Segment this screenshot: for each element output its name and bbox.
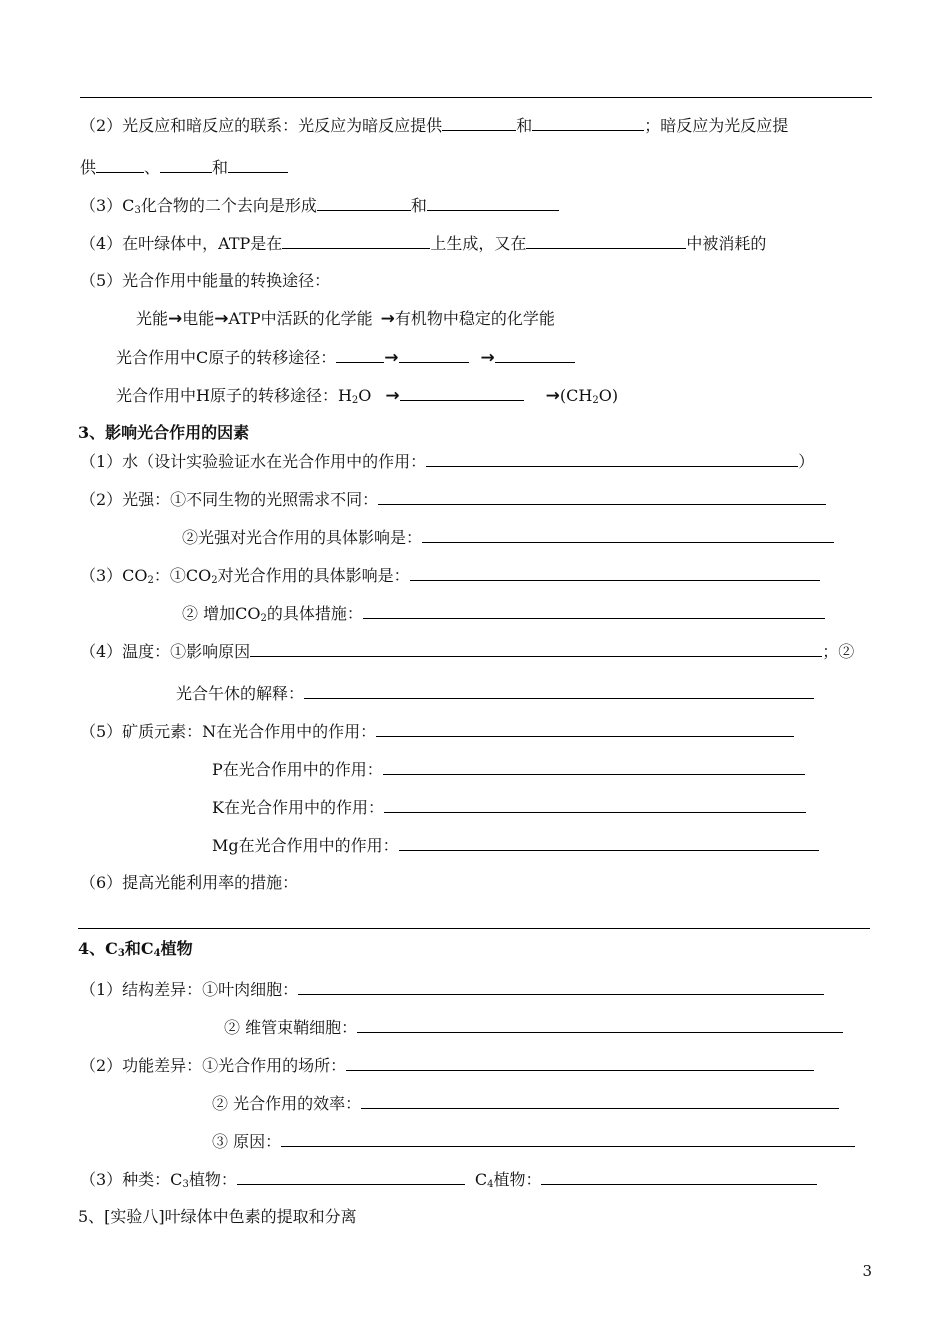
arrow-icon: → [214,309,229,329]
answer-line[interactable] [78,928,870,929]
arrow-icon: → [545,386,560,406]
blank[interactable] [361,1092,839,1109]
blank[interactable] [384,796,806,813]
line-mineral-p: P在光合作用中的作用： [212,758,805,781]
blank[interactable] [378,488,826,505]
line-supply: 供 、 和 [80,156,288,179]
blank[interactable] [304,682,814,699]
line-function-1: （2）功能差异：①光合作用的场所： [80,1054,814,1077]
arrow-icon: → [480,348,495,368]
blank[interactable] [250,640,822,657]
line-structure-1: （1）结构差异：①叶肉细胞： [80,978,824,1001]
arrow-icon: → [380,309,395,329]
section-3-heading: 3、影响光合作用的因素 [78,423,250,442]
arrow-icon: → [168,309,183,329]
line-function-3: ③ 原因： [212,1130,855,1153]
line-h-path: 光合作用中H原子的转移途径：$H_2O \to \to(CH_2O)$ [116,386,619,406]
blank[interactable] [427,194,559,211]
blank[interactable] [160,156,212,173]
line-c-path: 光合作用中C原子的转移途径： → → [116,346,575,369]
line-co2-1: $(3)CO_2$：$①CO_2$对光合作用的具体影响是： [80,564,820,587]
arrow-icon: → [385,386,400,406]
blank[interactable] [282,232,430,249]
blank[interactable] [376,720,794,737]
arrow-icon: → [384,348,399,368]
line-energy-path-title: （5）光合作用中能量的转换途径： [80,271,331,290]
blank[interactable] [383,758,805,775]
line-function-2: ② 光合作用的效率： [212,1092,839,1115]
blank[interactable] [400,384,524,401]
page-number: 3 [862,1262,872,1280]
line-efficiency: （6）提高光能利用率的措施： [80,873,299,892]
line-mineral-n: （5）矿质元素：N在光合作用中的作用： [80,720,794,743]
blank[interactable] [281,1130,855,1147]
blank[interactable] [426,450,798,467]
line-mineral-mg: Mg在光合作用中的作用： [212,834,819,857]
blank[interactable] [541,1168,817,1185]
blank[interactable] [410,564,820,581]
header-rule [80,97,872,98]
blank[interactable] [532,114,644,131]
blank[interactable] [237,1168,465,1185]
line-light-2: ②光强对光合作用的具体影响是： [182,526,834,549]
section-5-heading: 5、[实验八]叶绿体中色素的提取和分离 [78,1207,357,1226]
blank[interactable] [399,346,469,363]
line-species: （3）种类：$C_3$植物： $C_4$植物： [80,1168,817,1191]
line-structure-2: ② 维管束鞘细胞： [224,1016,843,1039]
blank[interactable] [336,346,384,363]
blank[interactable] [495,346,575,363]
line-light-1: （2）光强：①不同生物的光照需求不同： [80,488,826,511]
line-mineral-k: K在光合作用中的作用： [212,796,806,819]
line-c3-fate: $(3)C_3$化合物的二个去向是形成 和 [80,194,559,217]
line-energy-path: 光能→电能→ATP中活跃的化学能 →有机物中稳定的化学能 [136,309,555,329]
blank[interactable] [298,978,824,995]
blank[interactable] [346,1054,814,1071]
blank[interactable] [399,834,819,851]
blank[interactable] [317,194,411,211]
blank[interactable] [442,114,516,131]
blank[interactable] [526,232,686,249]
line-co2-2: ② 增加$CO_2$的具体措施： [182,602,825,625]
blank[interactable] [228,156,288,173]
line-atp: （4）在叶绿体中，ATP是在 上生成，又在 中被消耗的 [80,234,767,253]
blank[interactable] [363,602,825,619]
blank[interactable] [357,1016,843,1033]
line-temp-1: （4）温度：①影响原因 ；② [80,642,855,661]
line-water: （1）水（设计实验验证水在光合作用中的作用： ） [80,452,815,471]
line-light-dark-link: （2）光反应和暗反应的联系：光反应为暗反应提供 和 ；暗反应为光反应提 [80,116,789,135]
section-4-heading: 4、$C_3$和$C_4$植物 [78,939,193,959]
blank[interactable] [422,526,834,543]
blank[interactable] [96,156,144,173]
line-temp-2: 光合午休的解释： [176,682,814,705]
